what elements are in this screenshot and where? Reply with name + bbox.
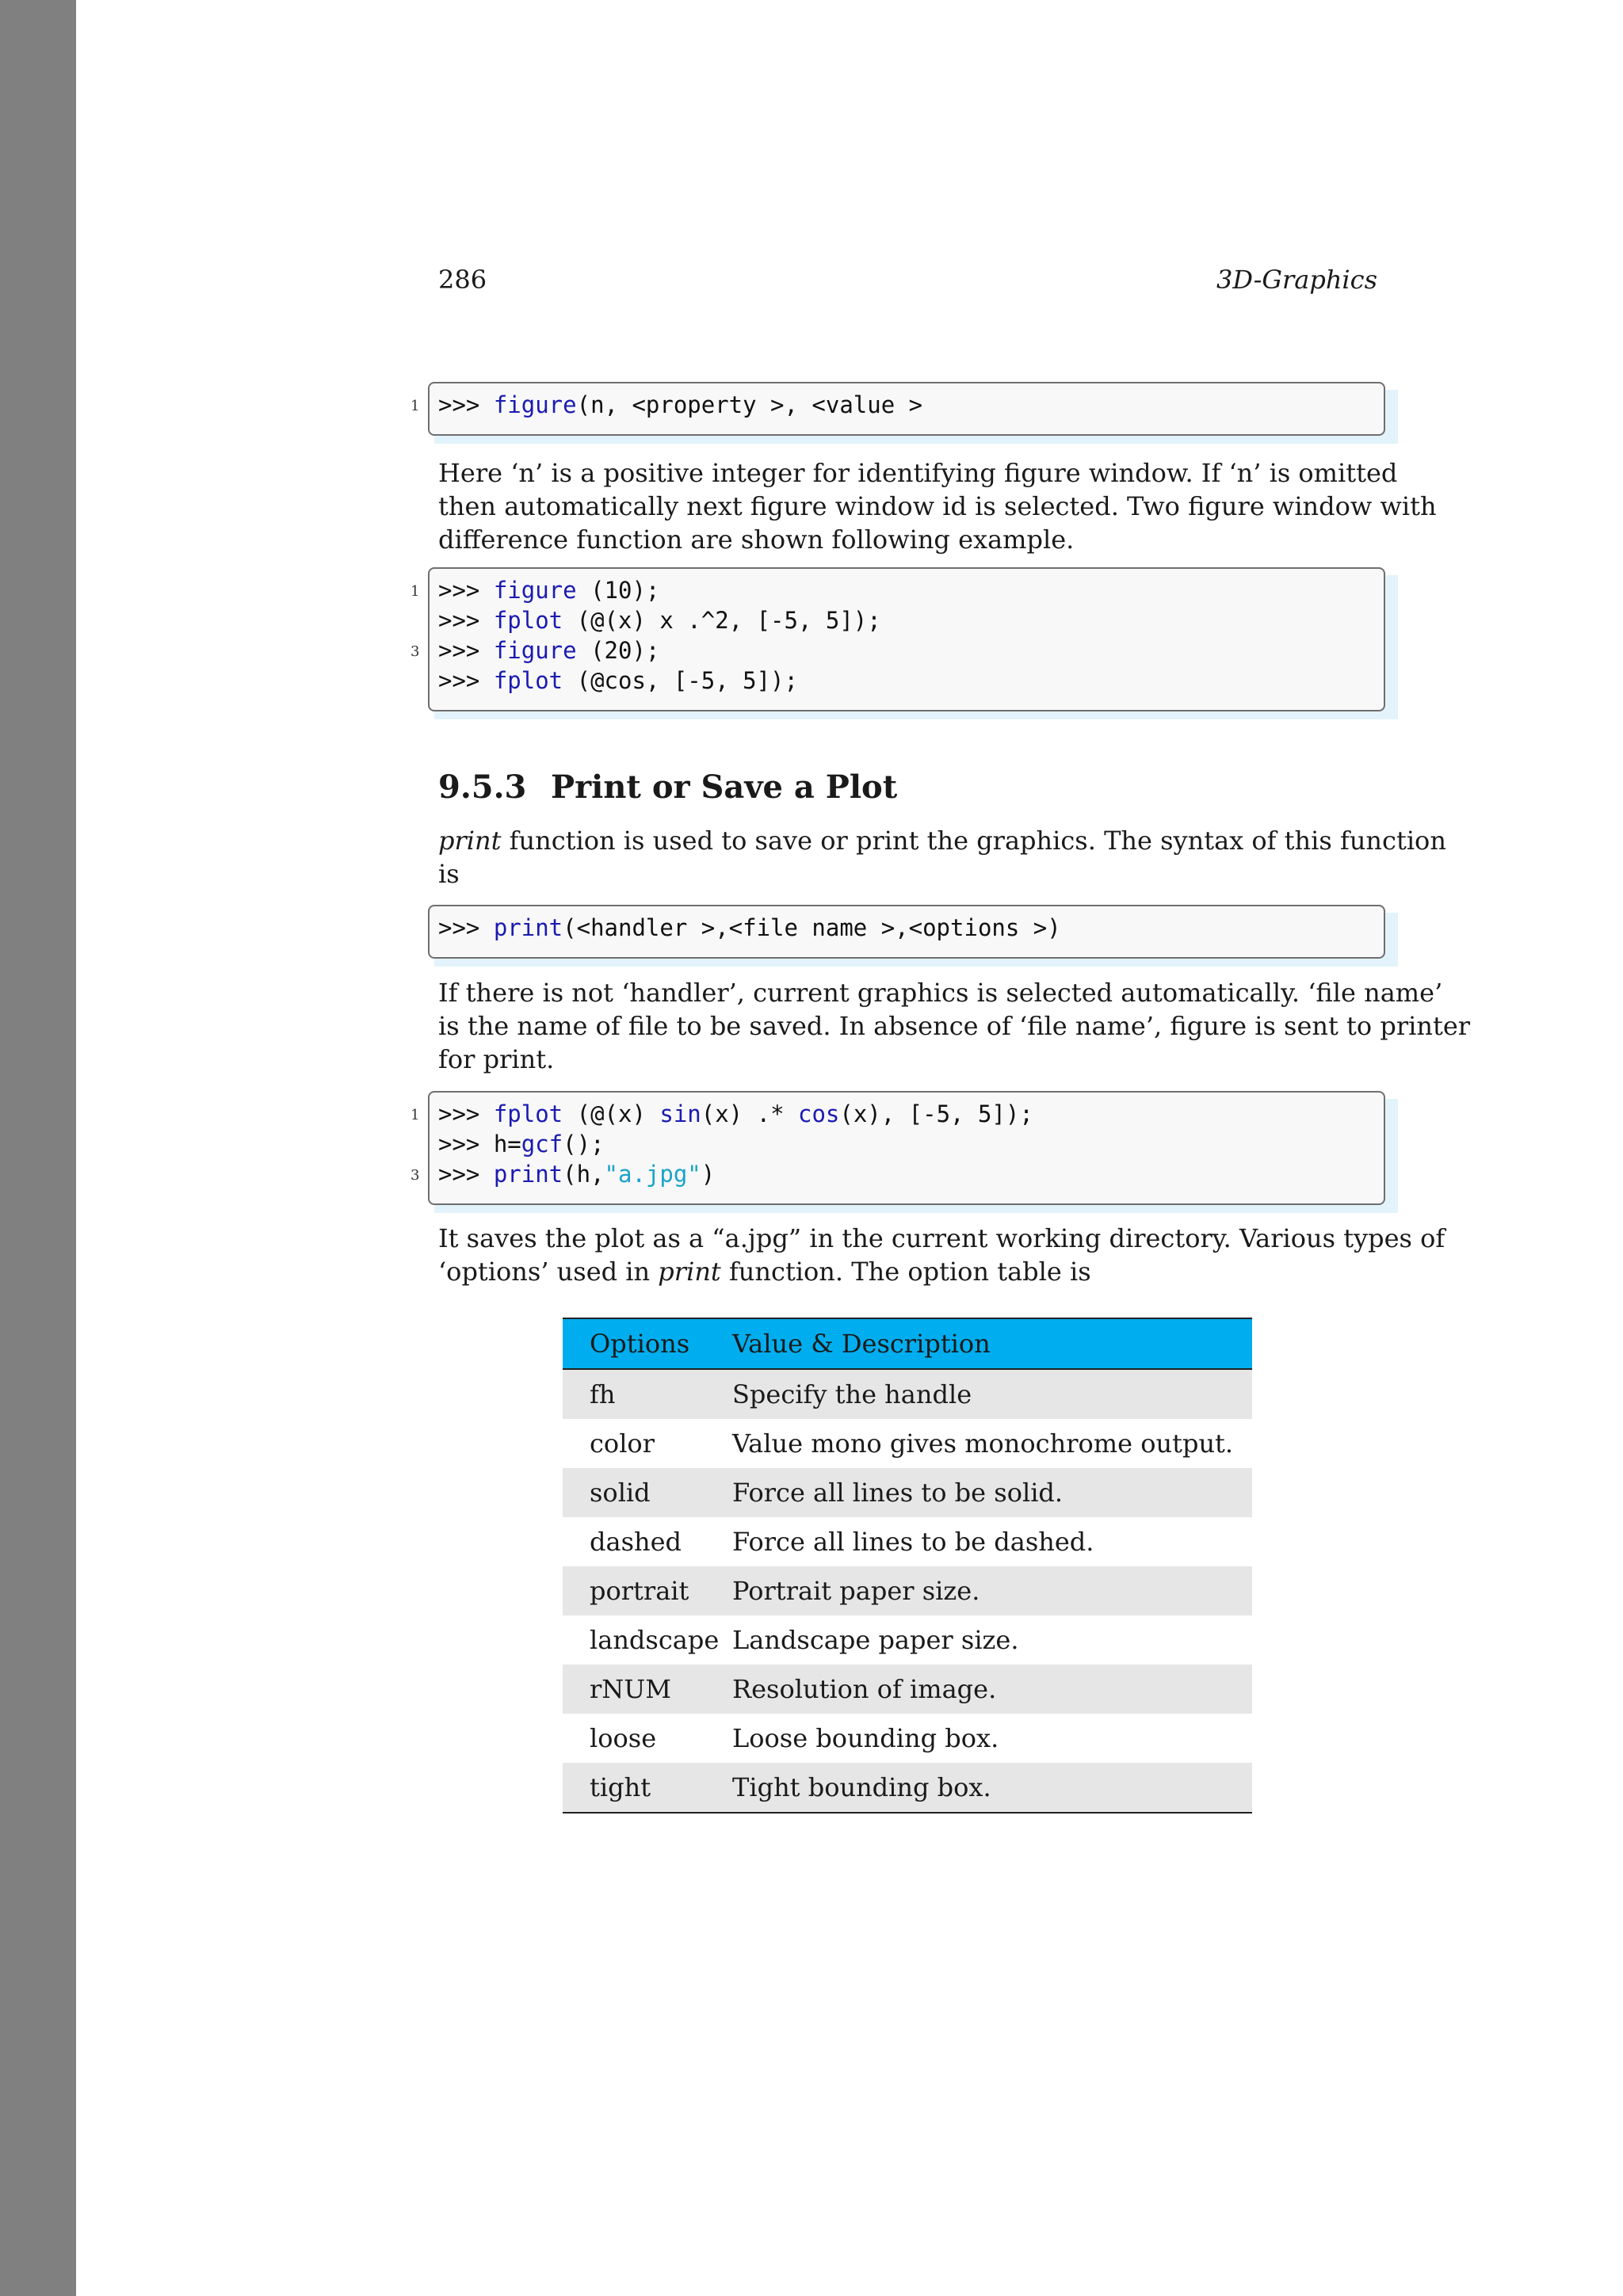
code-text: (@(x) <box>563 1100 660 1127</box>
option-description: Specify the handle <box>732 1369 1252 1419</box>
code-text: >>> <box>438 667 494 694</box>
option-description: Value mono gives monochrome output. <box>732 1428 1234 1459</box>
code-keyword: cos <box>797 1100 840 1127</box>
code-text: (@cos, [-5, 5]); <box>563 667 798 694</box>
option-name: landscape <box>590 1625 720 1655</box>
text-line: difference function are shown following example. <box>438 524 1075 555</box>
code-keyword: fplot <box>493 667 563 694</box>
code-line <box>438 605 881 635</box>
code-text: ) <box>701 1161 716 1188</box>
code-keyword: figure <box>493 577 577 604</box>
code-line <box>438 390 922 420</box>
paragraph-options <box>438 1222 1445 1288</box>
code-string: "a.jpg" <box>604 1161 701 1188</box>
table-body <box>563 1369 1252 1813</box>
code-line-number: 1 <box>411 583 420 600</box>
emphasis-text: print <box>658 1257 721 1287</box>
table-row <box>563 1665 1252 1714</box>
options-table <box>563 1318 1252 1814</box>
code-line <box>438 1129 605 1159</box>
table-header-options: Options <box>563 1318 732 1369</box>
table-row <box>563 1714 1252 1763</box>
option-name: tight <box>563 1763 732 1813</box>
text-run: ‘options’ used in <box>438 1257 659 1287</box>
text-run: It saves the plot as a “a.jpg” in the current working directory. Various types of <box>438 1223 1445 1253</box>
paragraph-handler <box>438 976 1471 1076</box>
option-description: Force all lines to be dashed. <box>732 1527 1094 1557</box>
code-keyword: print <box>493 914 563 941</box>
page-number: 286 <box>438 265 487 295</box>
table-row <box>563 1566 1252 1615</box>
code-line <box>438 913 1061 943</box>
text-line: If there is not ‘handler’, current graphics is selected automatically. ‘file name’ <box>438 978 1443 1008</box>
text-run: is <box>438 859 460 889</box>
code-text: >>> <box>438 607 494 634</box>
table-row <box>563 1468 1252 1517</box>
code-keyword: fplot <box>493 607 563 634</box>
paragraph-figure-window <box>438 456 1437 556</box>
code-keyword: sin <box>659 1100 701 1127</box>
code-text: >>> <box>438 637 494 664</box>
table-row <box>563 1419 1252 1468</box>
option-description: Landscape paper size. <box>732 1625 1019 1655</box>
code-line <box>438 666 798 696</box>
text-line <box>438 857 1376 891</box>
option-name: portrait <box>563 1566 732 1615</box>
code-text: (10); <box>576 577 660 604</box>
text-line: is the name of file to be saved. In absence of ‘file name’, figure is sent to printer <box>438 1011 1471 1041</box>
code-text: (h, <box>563 1161 605 1188</box>
code-text: >>> <box>438 391 494 418</box>
text-line <box>438 1255 1376 1288</box>
code-text: (<handler >,<file name >,<options >) <box>563 914 1061 941</box>
code-text: >>> <box>438 1161 494 1188</box>
option-description: Portrait paper size. <box>732 1566 1252 1615</box>
code-line-number: 1 <box>411 398 420 414</box>
table-header-description: Value & Description <box>732 1318 1252 1369</box>
code-line <box>438 575 659 605</box>
text-run: function. The option table is <box>720 1257 1091 1287</box>
code-keyword: print <box>493 1161 563 1188</box>
code-text: >>> <box>438 577 494 604</box>
code-text: (); <box>563 1131 605 1158</box>
code-text: (20); <box>576 637 660 664</box>
table-row <box>563 1517 1252 1566</box>
code-text: (@(x) x .^2, [-5, 5]); <box>563 607 881 634</box>
code-text: >>> h= <box>438 1131 521 1158</box>
code-text: (x) .* <box>701 1100 798 1127</box>
section-heading <box>438 769 897 806</box>
code-keyword: figure <box>493 637 577 664</box>
option-name: rNUM <box>563 1665 732 1714</box>
option-description: Tight bounding box. <box>732 1763 1252 1813</box>
code-text: >>> <box>438 914 494 941</box>
code-keyword: gcf <box>521 1131 563 1158</box>
code-line-number: 3 <box>411 643 420 660</box>
section-title: Print or Save a Plot <box>551 769 898 806</box>
option-description: Resolution of image. <box>732 1665 1252 1714</box>
code-line <box>438 1099 1033 1129</box>
paragraph-print-intro <box>438 824 1446 891</box>
code-line <box>438 1159 715 1189</box>
text-line <box>438 824 1446 857</box>
text-line: for print. <box>438 1044 555 1074</box>
code-line-number: 3 <box>411 1167 420 1184</box>
running-title: 3D-Graphics <box>1216 265 1377 295</box>
text-line: Here ‘n’ is a positive integer for identifying figure window. If ‘n’ is omitted <box>438 458 1398 488</box>
table-header-row <box>563 1318 1252 1369</box>
table-row <box>563 1615 1252 1665</box>
option-name: color <box>590 1428 655 1459</box>
code-keyword: fplot <box>493 1100 563 1127</box>
section-number: 9.5.3 <box>438 769 527 806</box>
option-name: solid <box>563 1468 732 1517</box>
option-name: loose <box>590 1723 657 1753</box>
code-line-number: 1 <box>411 1107 420 1123</box>
text-line: then automatically next figure window id is selected. Two figure window with <box>438 491 1437 521</box>
table-row <box>563 1369 1252 1419</box>
code-line <box>438 635 659 666</box>
emphasis-text: print <box>438 826 502 856</box>
text-line <box>438 1222 1445 1255</box>
option-name: dashed <box>590 1527 682 1557</box>
table-row <box>563 1763 1252 1813</box>
code-text: (n, <property >, <value > <box>576 391 923 418</box>
code-keyword: figure <box>493 391 577 418</box>
option-description: Loose bounding box. <box>732 1723 999 1753</box>
text-run: function is used to save or print the graphics. The syntax of this function <box>501 826 1446 856</box>
code-text: (x), [-5, 5]); <box>839 1100 1033 1127</box>
option-description: Force all lines to be solid. <box>732 1468 1252 1517</box>
option-name: fh <box>563 1369 732 1419</box>
code-text: >>> <box>438 1100 494 1127</box>
